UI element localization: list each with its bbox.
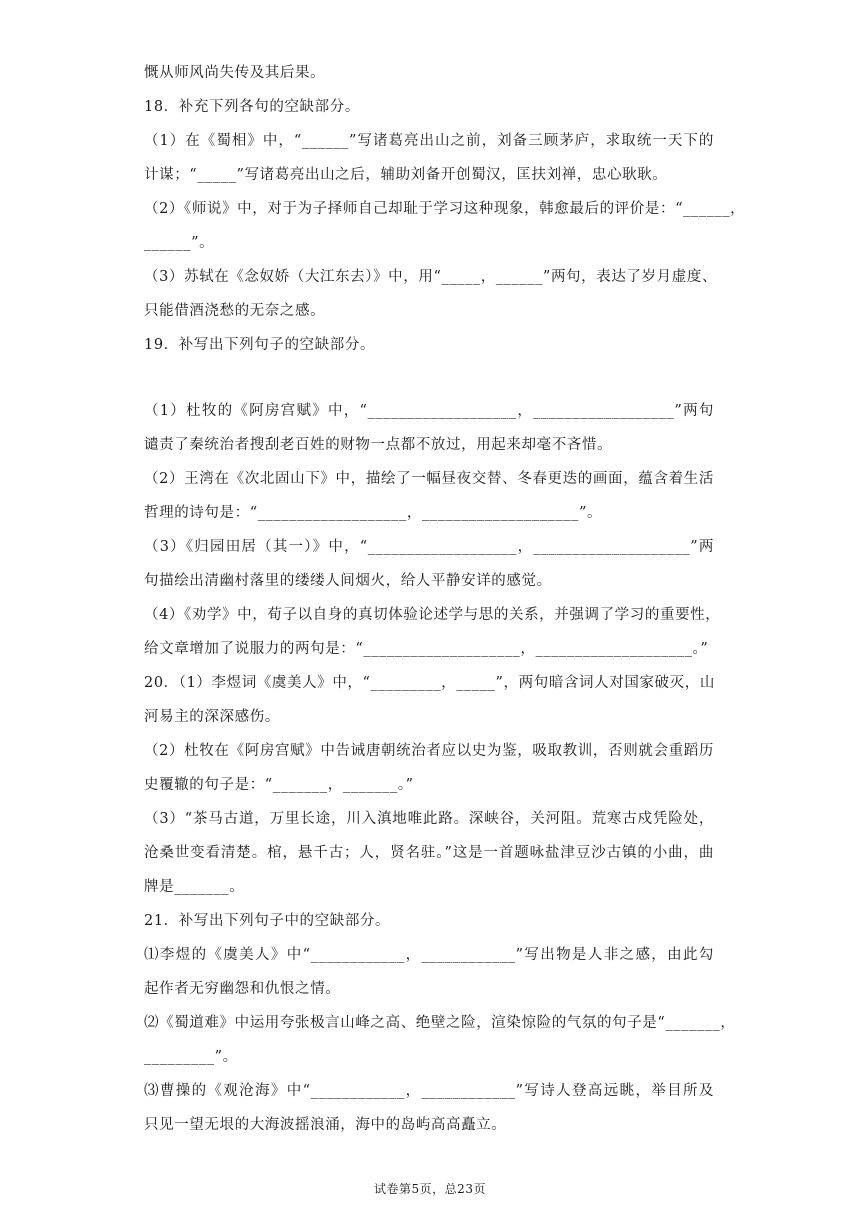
text-line: （2）杜牧在《阿房宫赋》中告诫唐朝统治者应以史为鉴，吸取教训，否则就会重蹈历 <box>144 743 714 759</box>
text-line: 沧桑世变看清楚。棺，悬千古；人，贤名驻。”这是一首题咏盐津豆沙古镇的小曲，曲 <box>144 845 714 861</box>
text-line: （3）《归园田居（其一）》中，“___________________，____________________”两 <box>144 539 714 555</box>
text-line: 起作者无穷幽怨和仇恨之情。 <box>144 981 341 997</box>
text-line: 只见一望无垠的大海波摇浪涌，海中的岛屿高高矗立。 <box>144 1117 507 1133</box>
text-line: （3）苏轼在《念奴娇（大江东去）》中，用“_____，______”两句，表达了岁月虚度、 <box>144 269 718 285</box>
text-line: 牌是_______。 <box>144 879 245 895</box>
text-line: 河易主的深深感伤。 <box>144 709 280 725</box>
text-line: （1）在《蜀相》中，“______”写诸葛亮出山之前，刘备三顾茅庐，求取统一天下的 <box>144 133 714 149</box>
text-line: （2）《师说》中，对于为子择师自己却耻于学习这种现象，韩愈最后的评价是：“______， <box>144 201 746 217</box>
text-line: ⑴李煜的《虞美人》中“____________，____________”写出物是人非之感，由此勾 <box>144 947 714 963</box>
text-line: 哲理的诗句是：“___________________，____________________”。 <box>144 505 603 521</box>
text-line: 慨从师风尚失传及其后果。 <box>144 65 326 81</box>
page-footer: 试卷第5页，总23页 <box>374 1182 486 1196</box>
text-line: 史覆辙的句子是：“_______，_______。” <box>144 777 414 793</box>
text-line: 谴责了秦统治者搜刮老百姓的财物一点都不放过，用起来却毫不吝惜。 <box>144 437 613 453</box>
text-line: 给文章增加了说服力的两句是：“____________________，____________________。” <box>144 641 709 657</box>
text-line: 只能借酒浇愁的无奈之感。 <box>144 303 326 319</box>
text-line: ⑵《蜀道难》中运用夸张极言山峰之高、绝壁之险，渲染惊险的气氛的句子是“_______， <box>144 1015 736 1031</box>
text-line: （2）王湾在《次北固山下》中，描绘了一幅昼夜交替、冬春更迭的画面，蕴含着生活 <box>144 471 714 487</box>
text-line: （4）《劝学》中，荀子以自身的真切体验论述学与思的关系，并强调了学习的重要性， <box>144 607 721 623</box>
text-line: 句描绘出清幽村落里的缕缕人间烟火，给人平静安详的感觉。 <box>144 573 552 589</box>
text-line: 计谋；“_____”写诸葛亮出山之后，辅助刘备开创蜀汉，匡扶刘禅，忠心耿耿。 <box>144 167 668 183</box>
text-line: ______”。 <box>144 235 215 251</box>
text-line: ⑶曹操的《观沧海》中“____________，____________”写诗人登高远眺，举目所及 <box>144 1083 714 1099</box>
text-line: （1）杜牧的《阿房宫赋》中，“___________________，__________________”两句 <box>144 403 714 419</box>
text-line: 20．（1）李煜词《虞美人》中，“_________，_____”，两句暗含词人对国家破灭，山 <box>144 675 715 691</box>
text-line: （3）“茶马古道，万里长途，川入滇地唯此路。深峡谷，关河阻。荒寒古戍凭险处， <box>144 811 714 827</box>
text-line: 21．补写出下列句子中的空缺部分。 <box>144 913 391 929</box>
text-line: 18．补充下列各句的空缺部分。 <box>144 99 360 115</box>
text-line: 19．补写出下列句子的空缺部分。 <box>144 337 376 353</box>
question-content <box>144 56 746 1142</box>
text-line: _________”。 <box>144 1049 238 1065</box>
